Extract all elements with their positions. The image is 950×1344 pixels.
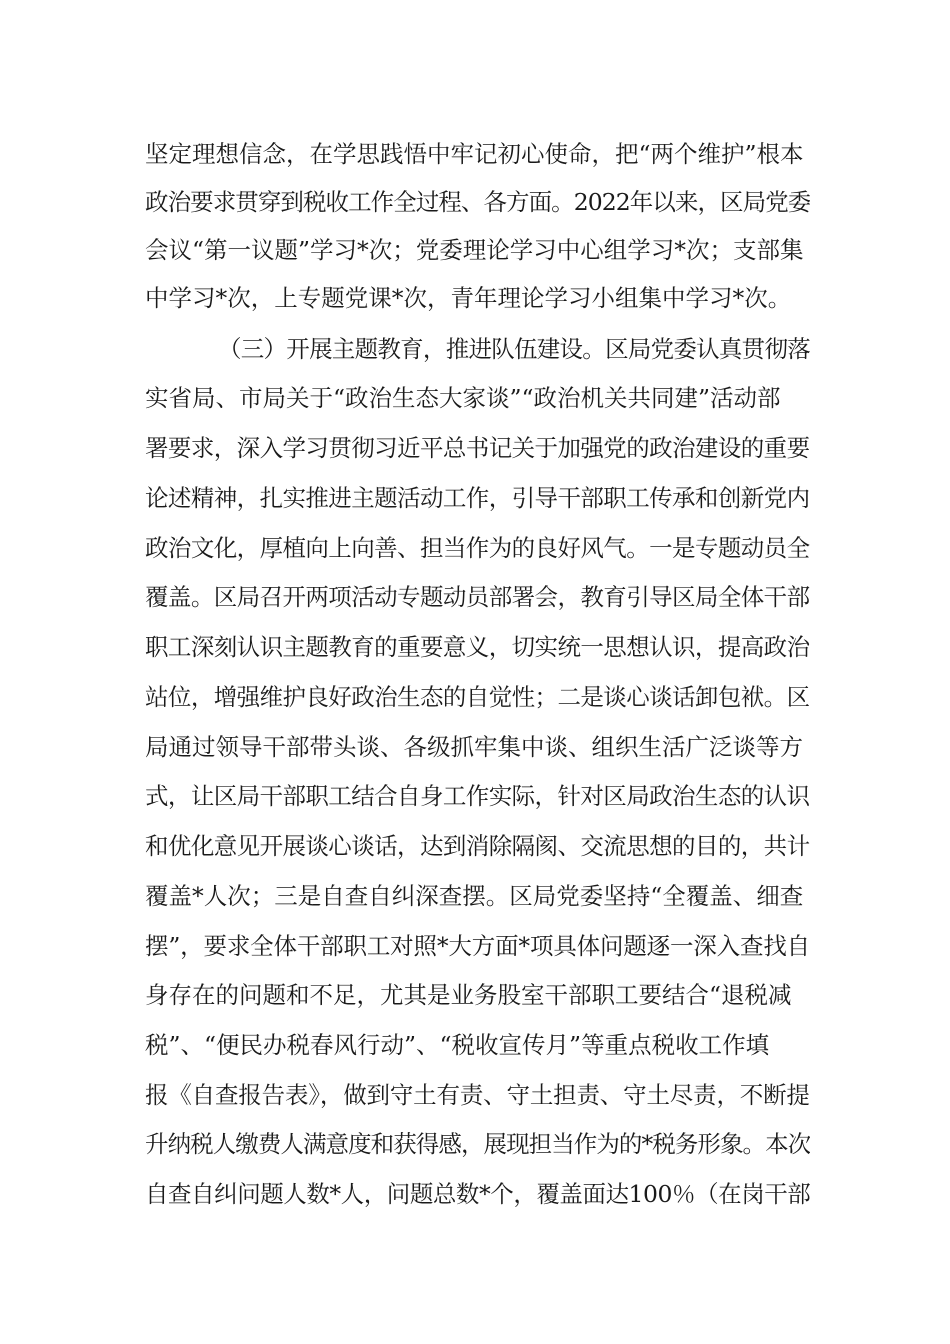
text-line-7: 署要求，深入学习贯彻习近平总书记关于加强党的政治建设的重要	[145, 434, 810, 462]
text-line-21: 升纳税人缴费人满意度和获得感，展现担当作为的*税务形象。本次	[145, 1130, 810, 1158]
text-line-20: 报《自查报告表》，做到守土有责、守土担责、守土尽责，不断提	[145, 1081, 810, 1109]
text-line-22: 自查自纠问题人数*人，问题总数*个，覆盖面达100％（在岗干部	[145, 1180, 810, 1208]
text-line-3: 会议“第一议题”学习*次；党委理论学习中心组学习*次；支部集	[145, 236, 804, 264]
text-line-1: 坚定理想信念，在学思践悟中牢记初心使命，把“两个维护”根本	[145, 140, 804, 168]
text-line-9: 政治文化，厚植向上向善、担当作为的良好风气。一是专题动员全	[145, 534, 810, 562]
text-line-2: 政治要求贯穿到税收工作全过程、各方面。2022年以来，区局党委	[145, 188, 810, 216]
section-heading-line: （三）开展主题教育，推进队伍建设。区局党委认真贯彻落	[218, 335, 810, 363]
text-line-11: 职工深刻认识主题教育的重要意义，切实统一思想认识，提高政治	[145, 633, 810, 661]
text-line-18: 身存在的问题和不足，尤其是业务股室干部职工要结合“退税减	[145, 981, 792, 1009]
text-line-10: 覆盖。区局召开两项活动专题动员部署会，教育引导区局全体干部	[145, 583, 810, 611]
text-line-12: 站位，增强维护良好政治生态的自觉性；二是谈心谈话卸包袱。区	[145, 683, 810, 711]
text-line-8: 论述精神，扎实推进主题活动工作，引导干部职工传承和创新党内	[145, 484, 810, 512]
text-line-6: 实省局、市局关于“政治生态大家谈”“政治机关共同建”活动部	[145, 384, 781, 412]
text-line-4: 中学习*次，上专题党课*次，青年理论学习小组集中学习*次。	[145, 284, 792, 312]
text-line-13: 局通过领导干部带头谈、各级抓牢集中谈、组织生活广泛谈等方	[145, 733, 803, 761]
text-line-16: 覆盖*人次；三是自查自纠深查摆。区局党委坚持“全覆盖、细查	[145, 882, 804, 910]
text-line-19: 税”、“便民办税春风行动”、“税收宣传月”等重点税收工作填	[145, 1031, 770, 1059]
text-line-15: 和优化意见开展谈心谈话，达到消除隔阂、交流思想的目的，共计	[145, 832, 810, 860]
text-line-17: 摆”，要求全体干部职工对照*大方面*项具体问题逐一深入查找自	[145, 932, 810, 960]
text-line-14: 式，让区局干部职工结合自身工作实际，针对区局政治生态的认识	[145, 782, 810, 810]
